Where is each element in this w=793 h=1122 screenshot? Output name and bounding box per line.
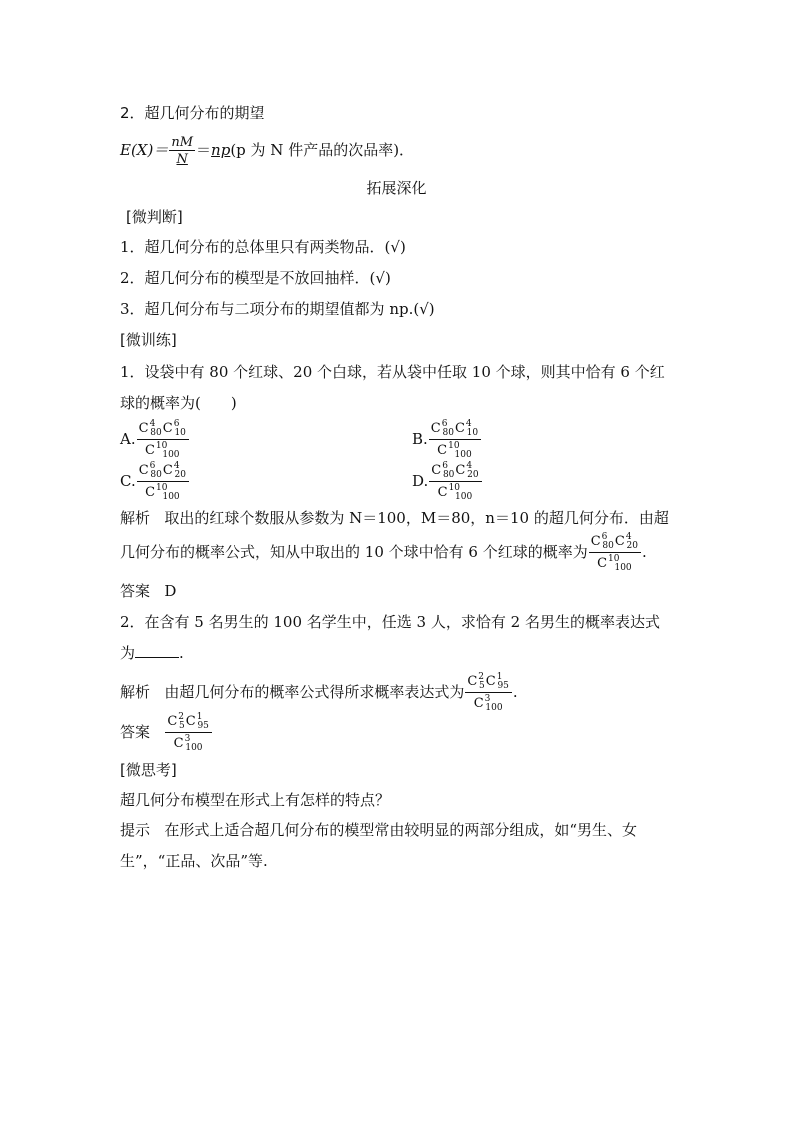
answer-label: 答案 <box>120 582 151 600</box>
option-b-key: B. <box>412 430 428 448</box>
q2-answer <box>120 712 213 753</box>
q2-analysis-fraction: $\frac{C^2_5C^1_{95}}{C^3_{100}}$ <box>465 673 512 713</box>
formula-np: np <box>211 141 231 159</box>
option-b-fraction: $\frac{C^6_{80}C^4_{10}}{C^{10}_{100}}$ <box>429 420 481 460</box>
formula-lhs: E(X)＝ <box>120 141 169 159</box>
judge-item-2: 2．超几何分布的模型是不放回抽样．(√) <box>120 269 391 287</box>
judge-label: [微判断] <box>126 208 183 226</box>
think-hint-line-1: 提示 在形式上适合超几何分布的模型常由较明显的两部分组成，如“男生、女 <box>120 821 637 839</box>
option-c[interactable] <box>120 462 190 502</box>
q1-analysis-line-2: 几何分布的概率公式，知从中取出的 10 个球中恰有 6 个红球的概率为 $\frac{C^6_{80}C^4_{20}}{C^{10}_{100}}$ . <box>120 532 647 573</box>
option-c-key: C. <box>120 472 136 490</box>
hint-label: 提示 <box>120 821 151 839</box>
expectation-fraction <box>169 136 195 166</box>
formula-note: (p 为 N 件产品的次品率)． <box>230 141 415 159</box>
judge-item-1: 1．超几何分布的总体里只有两类物品．(√) <box>120 238 406 256</box>
judge-item-3: 3．超几何分布与二项分布的期望值都为 np.(√) <box>120 300 435 318</box>
q2-line-2: 为 . <box>120 644 184 662</box>
expectation-formula <box>120 130 414 170</box>
section-title: 2．超几何分布的期望 <box>120 104 265 122</box>
q1-line-1: 1．设袋中有 80 个红球、20 个白球，若从袋中任取 10 个球，则其中恰有 6 个红 <box>120 363 665 381</box>
answer-blank[interactable] <box>135 643 179 658</box>
option-b[interactable] <box>412 420 482 460</box>
section-heading: 拓展深化 <box>366 179 427 197</box>
option-a-fraction: $\frac{C^4_{80}C^6_{10}}{C^{10}_{100}}$ <box>137 420 189 460</box>
think-label: [微思考] <box>120 761 177 779</box>
q2-line-1: 2．在含有 5 名男生的 100 名学生中，任选 3 人，求恰有 2 名男生的概率表达式 <box>120 613 660 631</box>
option-a[interactable] <box>120 420 190 460</box>
q1-analysis-fraction: $\frac{C^6_{80}C^4_{20}}{C^{10}_{100}}$ <box>589 533 641 573</box>
option-c-fraction: $\frac{C^6_{80}C^4_{20}}{C^{10}_{100}}$ <box>137 462 189 502</box>
q1-line-2: 球的概率为( ) <box>120 394 237 412</box>
train-label: [微训练] <box>120 331 177 349</box>
option-d-key: D. <box>412 472 429 490</box>
formula-eq: ＝ <box>196 141 212 159</box>
analysis-label: 解析 <box>120 683 151 701</box>
option-a-key: A. <box>120 430 136 448</box>
think-question: 超几何分布模型在形式上有怎样的特点？ <box>120 791 391 809</box>
fraction-denominator: N <box>176 152 188 167</box>
analysis-label: 解析 <box>120 509 151 527</box>
q2-analysis: 解析 由超几何分布的概率公式得所求概率表达式为 $\frac{C^2_5C^1_{95}}{C^3_{100}}$ . <box>120 672 518 713</box>
think-hint-line-2: 生”，“正品、次品”等. <box>120 852 268 870</box>
fraction-numerator: nM <box>171 135 194 150</box>
q1-analysis-line-1: 解析 取出的红球个数服从参数为 N＝100，M＝80，n＝10 的超几何分布．由超 <box>120 509 669 527</box>
answer-label: 答案 <box>120 723 151 741</box>
option-d-fraction: $\frac{C^6_{80}C^4_{20}}{C^{10}_{100}}$ <box>429 462 481 502</box>
option-d[interactable] <box>412 462 483 502</box>
answer-value: D <box>164 582 177 600</box>
q1-answer <box>120 581 176 601</box>
q2-answer-fraction: $\frac{C^2_5C^1_{95}}{C^3_{100}}$ <box>165 713 212 753</box>
